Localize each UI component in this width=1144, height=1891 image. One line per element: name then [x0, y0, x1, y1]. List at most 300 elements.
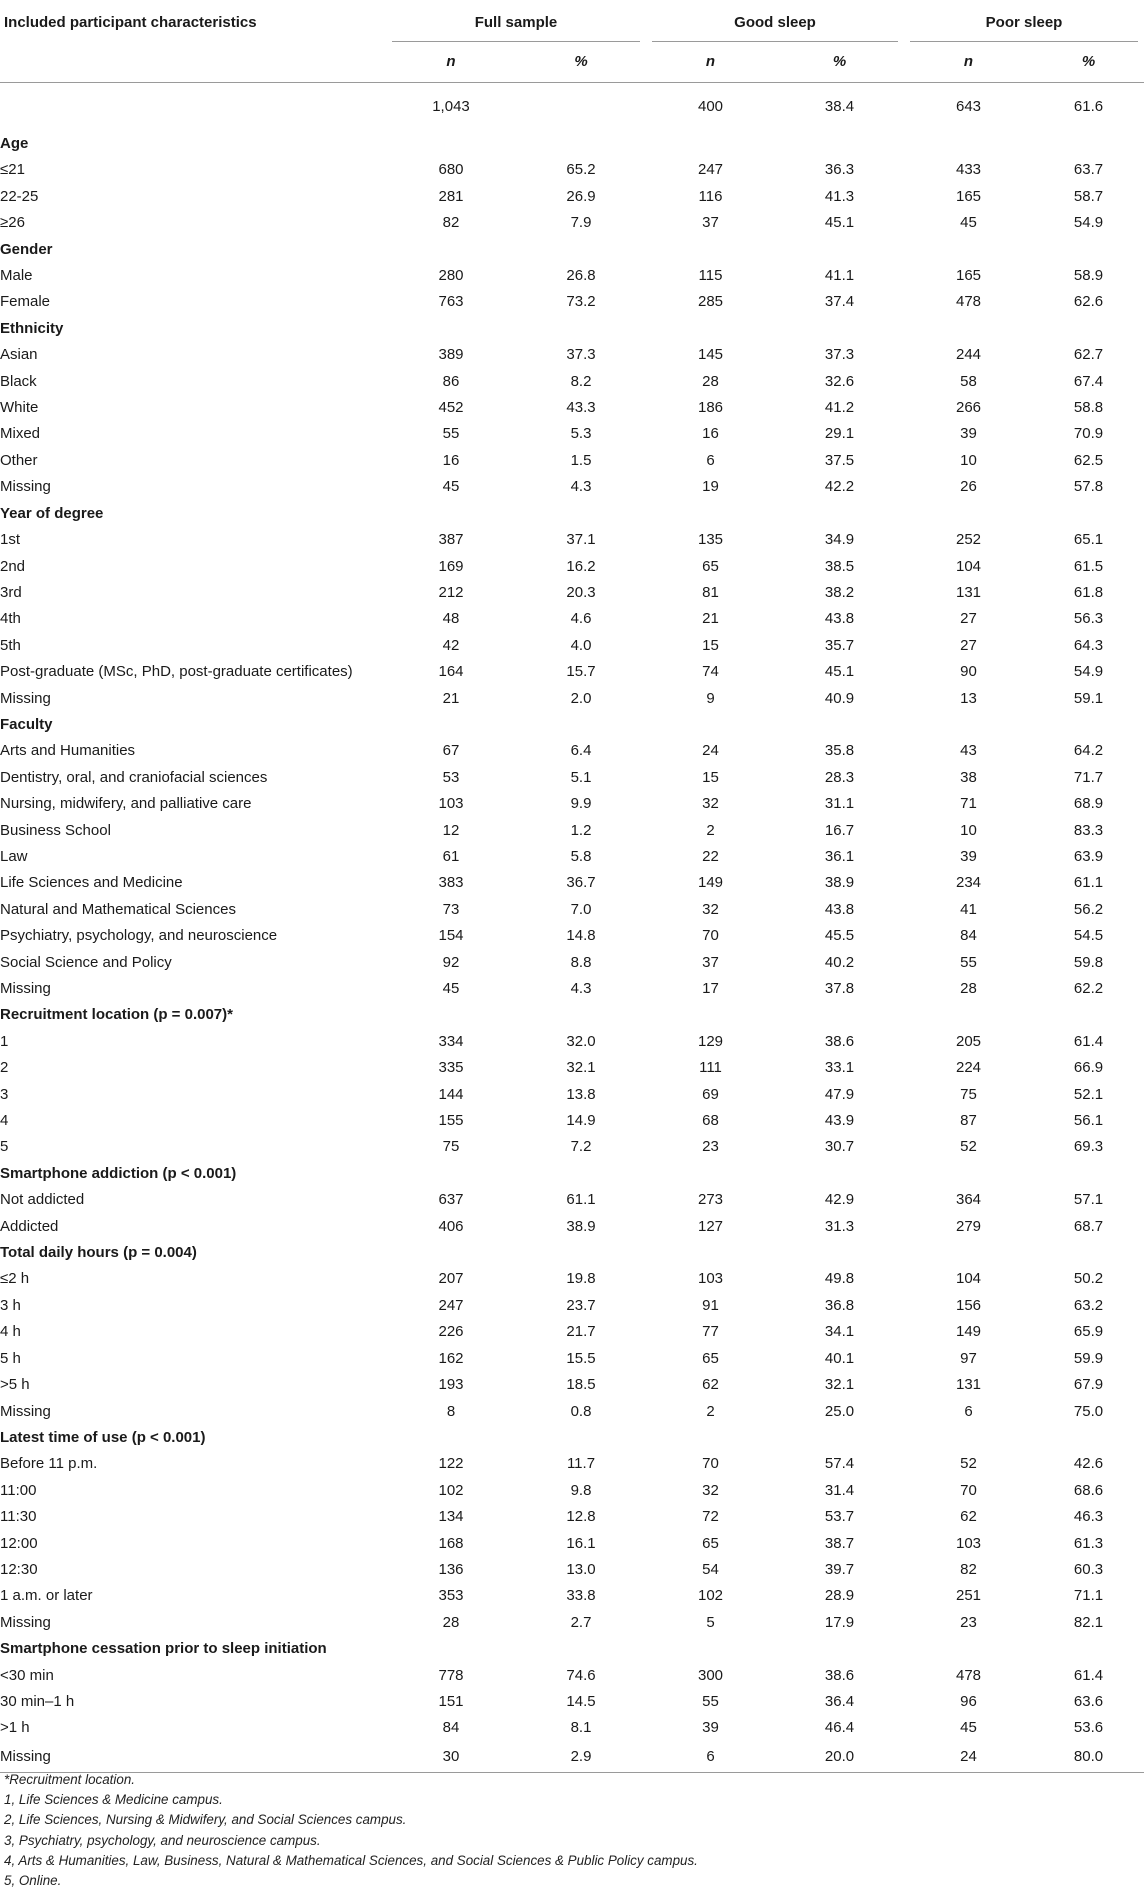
- table-cell: 34.1: [824, 1323, 855, 1341]
- row-label: 5: [0, 1138, 9, 1156]
- table-cell: 104: [955, 1270, 982, 1288]
- table-cell: 20.3: [566, 583, 596, 601]
- row-label: Social Science and Policy: [0, 953, 172, 971]
- table-cell: 383: [438, 874, 464, 892]
- table-cell: 52: [960, 1138, 977, 1156]
- table-cell: 43.8: [824, 900, 855, 918]
- table-cell: 1,043: [432, 98, 470, 115]
- section-title: Ethnicity: [0, 319, 64, 337]
- table-cell: 36.7: [566, 874, 596, 892]
- table-cell: 389: [438, 346, 464, 364]
- row-label: 3 h: [0, 1296, 21, 1314]
- table-cell: 10: [960, 451, 977, 469]
- table-cell-empty: [386, 1002, 516, 1028]
- table-cell: 37.4: [824, 293, 855, 311]
- table-cell: 400: [697, 98, 724, 115]
- row-label: Missing: [0, 478, 51, 496]
- table-cell: 24: [702, 742, 719, 760]
- table-cell: 252: [955, 531, 982, 549]
- table-cell: 87: [960, 1112, 977, 1130]
- participant-characteristics-table: [0, 4, 1144, 1773]
- section-title: Recruitment location (p = 0.007)*: [0, 1006, 233, 1024]
- table-row: [0, 1399, 1144, 1425]
- table-cell: 75: [960, 1085, 977, 1103]
- row-label: Missing: [0, 1402, 51, 1420]
- table-row: [0, 1214, 1144, 1240]
- table-cell: 70: [702, 927, 719, 945]
- table-cell-empty: [646, 501, 775, 527]
- table-cell: 19.8: [566, 1270, 596, 1288]
- table-cell: 54.9: [1073, 214, 1104, 232]
- row-label: Not addicted: [0, 1191, 85, 1209]
- section-title: Faculty: [0, 715, 53, 733]
- table-cell: 9: [706, 689, 715, 707]
- table-row: [0, 950, 1144, 976]
- table-cell-empty: [775, 316, 904, 342]
- table-row: [0, 1266, 1144, 1292]
- table-cell-empty: [516, 131, 646, 157]
- table-cell: 27: [960, 636, 977, 654]
- table-cell: 12: [442, 821, 460, 839]
- table-cell: 84: [960, 927, 977, 945]
- table-cell: 131: [955, 583, 982, 601]
- row-label: 12:30: [0, 1560, 38, 1578]
- table-cell: 38.9: [566, 1217, 596, 1235]
- table-cell: 67.9: [1073, 1376, 1104, 1394]
- table-cell: 41.1: [824, 267, 855, 285]
- table-row: [0, 289, 1144, 315]
- row-label: Life Sciences and Medicine: [0, 874, 183, 892]
- table-cell: 55: [960, 953, 977, 971]
- table-cell-empty: [904, 1636, 1033, 1662]
- table-cell: 15.7: [566, 663, 596, 681]
- table-cell: 193: [438, 1376, 464, 1394]
- table-row: [0, 342, 1144, 368]
- section-title: Smartphone addiction (p < 0.001): [0, 1164, 237, 1182]
- table-cell: 15.5: [566, 1349, 596, 1367]
- table-cell: 68.6: [1073, 1481, 1104, 1499]
- table-cell: 45.5: [824, 927, 855, 945]
- table-cell: 10: [960, 821, 977, 839]
- table-cell: 14.5: [566, 1692, 596, 1710]
- table-cell: 16.1: [566, 1534, 596, 1552]
- table-cell: 9.8: [570, 1481, 592, 1499]
- subheader-pct: %: [516, 42, 646, 83]
- table-cell: 14.9: [566, 1112, 596, 1130]
- table-cell: 36.4: [824, 1692, 855, 1710]
- table-cell: 335: [438, 1059, 464, 1077]
- table-cell: 36.1: [824, 847, 855, 865]
- table-cell: 23: [702, 1138, 719, 1156]
- table-cell: 37.5: [824, 451, 855, 469]
- header-label: Included participant characteristics: [4, 14, 257, 31]
- row-label: Missing: [0, 1742, 386, 1773]
- section-title: Gender: [0, 240, 53, 258]
- table-cell: 151: [438, 1692, 464, 1710]
- table-cell: 58.8: [1073, 399, 1104, 417]
- table-cell: 64.2: [1073, 742, 1104, 760]
- table-cell: 149: [955, 1323, 982, 1341]
- table-cell-empty: [646, 1240, 775, 1266]
- table-cell: 452: [438, 399, 464, 417]
- table-cell: 2.9: [516, 1742, 646, 1773]
- row-label: Psychiatry, psychology, and neuroscience: [0, 927, 278, 945]
- row-label: 3: [0, 1085, 9, 1103]
- table-cell: 55: [702, 1692, 719, 1710]
- table-row: [0, 157, 1144, 183]
- table-cell: 53.7: [824, 1508, 855, 1526]
- table-cell: 52.1: [1073, 1085, 1104, 1103]
- row-label: Natural and Mathematical Sciences: [0, 900, 236, 918]
- table-cell: 2: [706, 821, 715, 839]
- table-cell-empty: [1033, 1425, 1144, 1451]
- row-label: Missing: [0, 980, 51, 997]
- table-row: [0, 1742, 1144, 1773]
- table-cell: 61.4: [1073, 1032, 1104, 1050]
- table-cell: 212: [438, 583, 464, 601]
- table-row: [0, 1372, 1144, 1398]
- header-group-label: Good sleep: [734, 13, 816, 31]
- table-row: [0, 395, 1144, 421]
- row-label: 5th: [0, 636, 21, 654]
- table-cell: 637: [438, 1191, 464, 1209]
- table-cell: 30.7: [824, 1138, 855, 1156]
- table-cell: 43.8: [824, 610, 855, 628]
- table-cell: 21.7: [566, 1323, 596, 1341]
- table-cell: 247: [438, 1296, 464, 1314]
- row-label: 30 min–1 h: [0, 1692, 75, 1710]
- table-row: [0, 1715, 1144, 1741]
- table-cell: 91: [702, 1296, 719, 1314]
- table-cell: 75: [442, 1138, 460, 1156]
- table-cell: 63.6: [1073, 1692, 1104, 1710]
- table-cell: 387: [438, 531, 464, 549]
- table-row: [0, 765, 1144, 791]
- table-cell: 81: [702, 583, 719, 601]
- table-cell: 73.2: [566, 293, 596, 311]
- table-cell: 6: [964, 1402, 973, 1420]
- table-cell: 165: [955, 267, 982, 285]
- table-cell: 62.5: [1073, 451, 1104, 469]
- table-cell: 45: [960, 214, 977, 232]
- table-cell-empty: [516, 1240, 646, 1266]
- table-cell: 50.2: [1073, 1270, 1104, 1288]
- table-cell: 61.1: [1073, 874, 1104, 892]
- table-cell: 34.9: [824, 531, 855, 549]
- table-cell: 62.7: [1073, 346, 1104, 364]
- table-cell: 13: [960, 689, 977, 707]
- table-cell: 61.4: [1073, 1666, 1104, 1684]
- table-cell: 53.6: [1073, 1719, 1104, 1737]
- table-cell: 281: [438, 187, 464, 205]
- table-row: [0, 1610, 1144, 1636]
- table-cell: 5: [706, 1613, 715, 1631]
- table-cell: [516, 83, 646, 132]
- table-row: [0, 554, 1144, 580]
- row-label: >1 h: [0, 1719, 30, 1737]
- section-header-row: [0, 1240, 1144, 1266]
- table-row: [0, 1557, 1144, 1583]
- table-cell: 35.8: [824, 742, 855, 760]
- table-cell: 37: [702, 953, 719, 971]
- table-cell-empty: [904, 501, 1033, 527]
- table-cell: 763: [438, 293, 464, 311]
- section-header-row: [0, 316, 1144, 342]
- table-cell: 433: [955, 161, 982, 179]
- table-cell: 45.1: [824, 663, 855, 681]
- table-cell: 56.1: [1073, 1112, 1104, 1130]
- table-cell: 61: [442, 847, 460, 865]
- row-label: 12:00: [0, 1534, 38, 1552]
- row-label: Missing: [0, 689, 51, 707]
- table-cell: 53: [442, 768, 460, 786]
- table-cell: 65.1: [1073, 531, 1104, 549]
- table-cell: 28: [960, 980, 977, 997]
- table-cell: 134: [438, 1508, 464, 1526]
- table-cell: 266: [955, 399, 982, 417]
- table-cell: 45: [960, 1719, 977, 1737]
- subheader-blank: [0, 42, 386, 83]
- table-cell: 41.2: [824, 399, 855, 417]
- table-cell: 224: [955, 1059, 982, 1077]
- table-cell-empty: [775, 1636, 904, 1662]
- row-label: Male: [0, 267, 33, 285]
- table-cell: 11.7: [566, 1455, 596, 1473]
- table-cell-empty: [386, 316, 516, 342]
- table-cell: 26.8: [566, 267, 596, 285]
- table-cell: 31.4: [824, 1481, 855, 1499]
- row-label: 2: [0, 1059, 9, 1077]
- table-cell: 21: [442, 689, 460, 707]
- table-cell: 102: [438, 1481, 464, 1499]
- section-title: Age: [0, 135, 29, 152]
- table-row: [0, 976, 1144, 1002]
- table-cell: 20.0: [775, 1742, 904, 1773]
- table-cell: 65: [702, 557, 719, 575]
- table-cell: 12.8: [566, 1508, 596, 1526]
- table-cell: 8.2: [570, 372, 592, 390]
- table-cell: 30: [386, 1742, 516, 1773]
- table-cell: 186: [697, 399, 724, 417]
- table-cell: 103: [955, 1534, 982, 1552]
- table-cell: 26.9: [566, 187, 596, 205]
- table-cell: 60.3: [1073, 1560, 1104, 1578]
- table-cell-empty: [1033, 237, 1144, 263]
- table-header-row: [0, 4, 1144, 42]
- table-cell: 9.9: [570, 795, 592, 813]
- table-cell: 145: [697, 346, 724, 364]
- table-cell: 33.1: [824, 1059, 855, 1077]
- table-row: [0, 1029, 1144, 1055]
- table-cell: 247: [697, 161, 724, 179]
- table-cell: 38.7: [824, 1534, 855, 1552]
- table-cell: 38.6: [824, 1032, 855, 1050]
- table-cell: 32.1: [824, 1376, 855, 1394]
- row-label: [0, 83, 386, 132]
- table-cell: 82: [960, 1560, 977, 1578]
- table-cell: 71: [960, 795, 977, 813]
- row-label: Post-graduate (MSc, PhD, post-graduate certificates): [0, 663, 353, 681]
- table-cell: 478: [955, 1666, 982, 1684]
- table-row: [0, 791, 1144, 817]
- table-cell: 4.3: [570, 980, 592, 997]
- table-cell: 103: [438, 795, 464, 813]
- table-cell: 40.9: [824, 689, 855, 707]
- table-cell-empty: [1033, 712, 1144, 738]
- footnote-line: 1, Life Sciences & Medicine campus.: [4, 1792, 223, 1808]
- table-cell: 71.1: [1073, 1587, 1104, 1605]
- table-cell: 57.4: [824, 1455, 855, 1473]
- table-cell: 67: [442, 742, 460, 760]
- table-cell-empty: [516, 1161, 646, 1187]
- table-cell: 17: [702, 980, 719, 997]
- table-cell: 65.9: [1073, 1323, 1104, 1341]
- section-header-row: [0, 131, 1144, 157]
- table-cell-empty: [646, 712, 775, 738]
- table-cell: 334: [438, 1032, 464, 1050]
- table-cell: 28.3: [824, 768, 855, 786]
- table-cell: 5.1: [570, 768, 592, 786]
- row-label: 4: [0, 1112, 9, 1130]
- table-cell: 28: [442, 1613, 460, 1631]
- section-header-row: [0, 1002, 1144, 1028]
- table-cell: 90: [960, 663, 977, 681]
- table-cell: 32.6: [824, 372, 855, 390]
- table-row: [0, 1478, 1144, 1504]
- table-cell: 69.3: [1073, 1138, 1104, 1156]
- table-cell: 300: [697, 1666, 724, 1684]
- footnote-line: 2, Life Sciences, Nursing & Midwifery, and Social Sciences campus.: [4, 1812, 407, 1828]
- table-cell-empty: [386, 1425, 516, 1451]
- table-cell: 8: [446, 1402, 456, 1420]
- table-cell: 63.7: [1073, 161, 1104, 179]
- table-cell-empty: [386, 1636, 516, 1662]
- table-row: [0, 606, 1144, 632]
- table-cell-empty: [386, 1161, 516, 1187]
- table-cell-empty: [775, 712, 904, 738]
- table-row: [0, 738, 1144, 764]
- table-cell: 15: [702, 768, 719, 786]
- section-header-row: [0, 712, 1144, 738]
- table-row: [0, 474, 1144, 500]
- table-cell: 38.9: [824, 874, 855, 892]
- table-cell: 2.7: [570, 1613, 592, 1631]
- table-cell: 42.2: [824, 478, 855, 496]
- table-cell-empty: [386, 237, 516, 263]
- table-cell: 42.9: [824, 1191, 855, 1209]
- table-cell-empty: [646, 131, 775, 157]
- table-cell: 165: [955, 187, 982, 205]
- table-cell: 49.8: [824, 1270, 855, 1288]
- table-cell: 75.0: [1073, 1402, 1104, 1420]
- table-cell: 41.3: [824, 187, 855, 205]
- table-cell: 122: [438, 1455, 464, 1473]
- table-cell: 32: [702, 795, 719, 813]
- table-cell-empty: [904, 1161, 1033, 1187]
- row-label: 1st: [0, 531, 21, 549]
- row-label: Nursing, midwifery, and palliative care: [0, 795, 252, 813]
- footnote-line: 3, Psychiatry, psychology, and neuroscience campus.: [4, 1832, 321, 1848]
- table-cell-empty: [904, 1425, 1033, 1451]
- section-header-row: [0, 1161, 1144, 1187]
- table-cell: 73: [442, 900, 460, 918]
- table-cell-empty: [516, 1636, 646, 1662]
- header-group-label: Full sample: [474, 13, 558, 31]
- table-cell-empty: [775, 1425, 904, 1451]
- table-cell: 63.2: [1073, 1296, 1104, 1314]
- table-cell-empty: [516, 1425, 646, 1451]
- table-row: [0, 1082, 1144, 1108]
- table-cell: 18.5: [566, 1376, 596, 1394]
- table-cell: 66.9: [1073, 1059, 1104, 1077]
- table-cell: 37.8: [824, 980, 855, 997]
- table-cell: 59.1: [1073, 689, 1104, 707]
- table-cell: 80.0: [1033, 1742, 1144, 1773]
- table-row: [0, 844, 1144, 870]
- table-cell: 353: [438, 1587, 464, 1605]
- header-group-full-sample: [386, 4, 646, 42]
- table-cell-empty: [904, 131, 1033, 157]
- table-cell: 86: [442, 372, 460, 390]
- table-cell-empty: [775, 501, 904, 527]
- table-cell: 4.3: [570, 478, 592, 496]
- table-row: [0, 1108, 1144, 1134]
- table-cell: 5.8: [570, 847, 592, 865]
- table-row: [0, 897, 1144, 923]
- table-cell: 40.1: [824, 1349, 855, 1367]
- table-row: [0, 1055, 1144, 1081]
- table-cell-empty: [1033, 1240, 1144, 1266]
- table-cell: 127: [697, 1217, 724, 1235]
- row-label: Black: [0, 372, 37, 390]
- table-cell: 37: [702, 214, 719, 232]
- subheader-n: n: [904, 42, 1033, 83]
- table-row: [0, 1531, 1144, 1557]
- section-header-row: [0, 1636, 1144, 1662]
- table-cell: 45.1: [824, 214, 855, 232]
- table-cell: 32: [702, 1481, 719, 1499]
- table-cell: 244: [955, 346, 982, 364]
- header-group-poor-sleep: [904, 4, 1144, 42]
- row-label: Asian: [0, 346, 38, 364]
- header-group-good-sleep: [646, 4, 904, 42]
- table-cell: 32: [702, 900, 719, 918]
- table-cell: 70: [702, 1455, 719, 1473]
- table-cell: 40.2: [824, 953, 855, 971]
- table-cell: 643: [955, 98, 982, 115]
- table-cell: 111: [699, 1059, 722, 1077]
- footnote-line: *Recruitment location.: [4, 1772, 135, 1787]
- section-title: Latest time of use (p < 0.001): [0, 1428, 206, 1446]
- table-cell: 16.7: [824, 821, 855, 839]
- table-cell: 0.8: [570, 1402, 592, 1420]
- row-label: Mixed: [0, 425, 41, 443]
- table-cell: 67.4: [1073, 372, 1104, 390]
- table-cell: 251: [955, 1587, 982, 1605]
- section-title: Year of degree: [0, 504, 104, 522]
- table-cell: 1.2: [570, 821, 592, 839]
- row-label: 11:00: [0, 1481, 37, 1499]
- table-cell: 61.3: [1073, 1534, 1104, 1552]
- table-cell: 39: [960, 847, 977, 865]
- table-cell: 22: [702, 847, 719, 865]
- table-cell: 31.3: [824, 1217, 855, 1235]
- table-cell: 58.9: [1073, 267, 1104, 285]
- table-cell: 37.1: [566, 531, 596, 549]
- table-cell: 48: [442, 610, 460, 628]
- table-cell: 4.6: [570, 610, 592, 628]
- table-cell: 45: [442, 478, 460, 496]
